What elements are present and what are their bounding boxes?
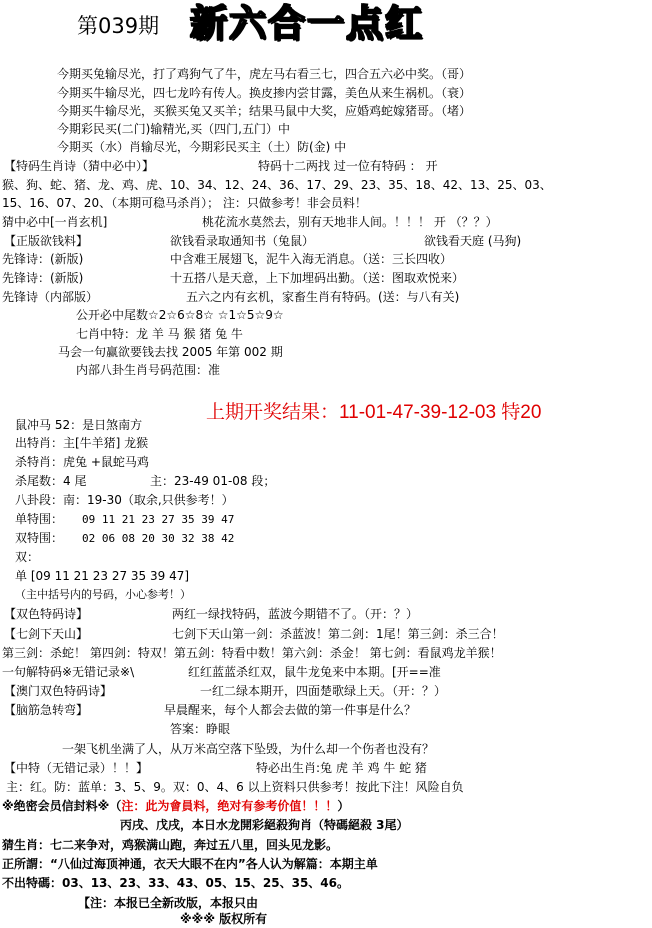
special-code-list: 猴、狗、蛇、猪、龙、鸡、虎、10、34、12、24、36、17、29、23、35、18、42、13、25、03、	[2, 178, 552, 192]
poem-line-5: 今期买（水）肖输尽光，今期彩民买主（土）防(金) 中	[57, 140, 347, 154]
kill-tail: 杀尾数：4 尾	[15, 474, 87, 488]
riddle-answer: 答案：睁眼	[170, 722, 231, 736]
bracket-note: （主中括号内的号码，小心参考！）	[15, 588, 191, 601]
one-line-heading: 一句解特码※无错记录※\	[2, 665, 135, 679]
secret-member-label: ※绝密会员信封料※（	[2, 799, 122, 813]
bagua-range: 内部八卦生肖号码范围：准	[76, 363, 221, 377]
special-code-hint: 特码十二两找 过一位有特码 ： 开	[258, 159, 438, 173]
guess-poem: 桃花流水莫然去，别有天地非人间。！！！ 开 （？？）	[202, 215, 498, 229]
pioneer-poem-3: 五六之内有玄机，家畜生肖有特码。(送：与八有关)	[186, 290, 460, 304]
kill-zodiac: 杀特肖：虎兔 +鼠蛇马鸡	[15, 455, 149, 469]
two-color-heading: 【双色特码诗】	[4, 607, 89, 621]
tail-numbers: 公开必中尾数☆2☆6☆8☆ ☆1☆5☆9☆	[76, 308, 284, 322]
newspaper-title: 新六合一点红	[190, 2, 424, 45]
section-heading-special-zodiac: 【特码生肖诗（猜中必中）】	[4, 159, 155, 173]
seven-swords-line-1: 七剑下天山第一剑：杀蓝波！第二剑：1尾！第三剑：杀三合！	[172, 627, 504, 641]
even-label: 双：	[15, 550, 40, 564]
note-line: 【注：本报已全新改版，本报只由	[78, 896, 259, 910]
secret-member-close: ）	[337, 799, 350, 813]
riddle-heading: 【脑筋急转弯】	[4, 703, 89, 717]
macau-heading: 【澳门双色特码诗】	[4, 684, 113, 698]
not-special-line: 不出特碼：03、13、23、33、43、05、15、25、35、46。	[2, 876, 349, 890]
copyright-line: ※※※ 版权所有	[180, 912, 268, 926]
pioneer-poem-label-2: 先锋诗：(新版)	[2, 271, 84, 285]
even-special-label: 双特围：	[15, 531, 64, 545]
poem-line-2: 今期买牛输尽光，四七龙吟有传人。换皮掺内尝甘露，美色从来生祸机。（衰）	[57, 86, 472, 100]
macau-poem: 一红二绿本期开，四面楚歌绿上天。（开：？）	[200, 684, 447, 698]
pioneer-poem-1: 中含难王展翅飞，泥牛入海无消息。（送：三长四收）	[170, 252, 453, 266]
guess-zodiac-line: 猜生肖：七二来争对，鸡猴满山跑，奔过五八里，回头见龙影。	[2, 838, 339, 852]
color-odd-even-note: 主：红。防：蓝单：3、5、9。双：0、4、6 以上资料只供参考！按此下注！风险自负	[6, 780, 464, 794]
pioneer-poem-label-1: 先锋诗：(新版)	[2, 252, 84, 266]
poem-line-1: 今期买兔输尽光，打了鸡狗气了牛，虎左马右看三七，四合五六必中奖。（哥）	[57, 67, 472, 81]
secret-member-line	[2, 799, 349, 813]
seven-zodiac: 七肖中特：龙 羊 马 猴 猪 兔 牛	[76, 327, 243, 341]
so-called-line: 正所謂：“八仙过海顶神通，衣天大眼不在内”各人认为解篇：本期主单	[2, 857, 378, 871]
even-special-numbers: 02 06 08 20 30 32 38 42	[82, 532, 235, 545]
seven-swords-heading: 【七剑下天山】	[4, 627, 89, 641]
jockey-club-line: 马会一句赢欲要钱去找 2005 年第 002 期	[58, 345, 283, 359]
guess-heading: 猜中必中[一肖玄机]	[2, 215, 108, 229]
odd-special-numbers: 09 11 21 23 27 35 39 47	[82, 513, 235, 526]
last-draw-result: 上期开奖结果：11-01-47-39-12-03 特20	[206, 402, 542, 423]
riddle-question: 早晨醒来，每个人都会去做的第一件事是什么？	[164, 703, 417, 717]
pioneer-poem-label-3: 先锋诗（内部版）	[2, 290, 99, 304]
bagua-segment: 八卦段：南：19-30（取余,只供参考！）	[15, 493, 234, 507]
riddle-question-2: 一架飞机坐满了人，从万米高空落下坠毁，为什么却一个伤者也没有？	[62, 742, 435, 756]
water-dragon-line: 丙戌、戊戌，本日水龙開彩絕殺狗肖（特碼絕殺 3尾）	[120, 818, 409, 832]
one-line-poem: 红红蓝蓝杀红双，鼠牛龙兔来中本期。[开==准	[188, 665, 441, 679]
money-hint-1: 欲钱看录取通知书（兔鼠）	[170, 234, 315, 248]
money-hint-2: 欲钱看天庭 (马狗)	[424, 234, 522, 248]
special-code-list-cont: 15、16、07、20、（本期可稳马杀肖）； 注：只做参考！非会员料！	[2, 196, 367, 210]
money-heading: 【正版欲钱料】	[4, 234, 89, 248]
main-zodiac: 出特肖：主[牛羊猪] 龙猴	[15, 436, 149, 450]
poem-line-4: 今期彩民买(二门)输精光,买（四门,五门）中	[57, 122, 290, 136]
seven-swords-line-2: 第三剑：杀蛇！ 第四剑：特双！第五剑：特看中数！第六剑：杀金！ 第七剑：看鼠鸡龙羊猴！	[2, 646, 502, 660]
issue-number: 第039期	[77, 14, 160, 38]
odd-special-label: 单特围：	[15, 512, 64, 526]
clash-note: 鼠冲马 52：是日煞南方	[15, 418, 143, 432]
two-color-poem: 两红一绿找特码，蓝波今期错不了。（开：？）	[172, 607, 419, 621]
poem-line-3: 今期买牛输尽光，买猴买兔又买羊；结果马鼠中大奖，应婚鸡蛇嫁猪哥。（堵）	[57, 104, 472, 118]
main-range: 主：23-49 01-08 段；	[150, 474, 276, 488]
special-heading: 【中特（无错记录）！！】	[4, 761, 149, 775]
special-zodiac-list: 特必出生肖:兔 虎 羊 鸡 牛 蛇 猪	[256, 761, 427, 775]
odd-bracket-numbers: 单 [09 11 21 23 27 35 39 47]	[15, 569, 190, 583]
pioneer-poem-2: 十五搭八是天意，上下加埋码出勤。（送：图取欢悦来）	[170, 271, 465, 285]
member-warning: 注：此为會員料，绝对有参考价值！！！	[121, 799, 338, 813]
